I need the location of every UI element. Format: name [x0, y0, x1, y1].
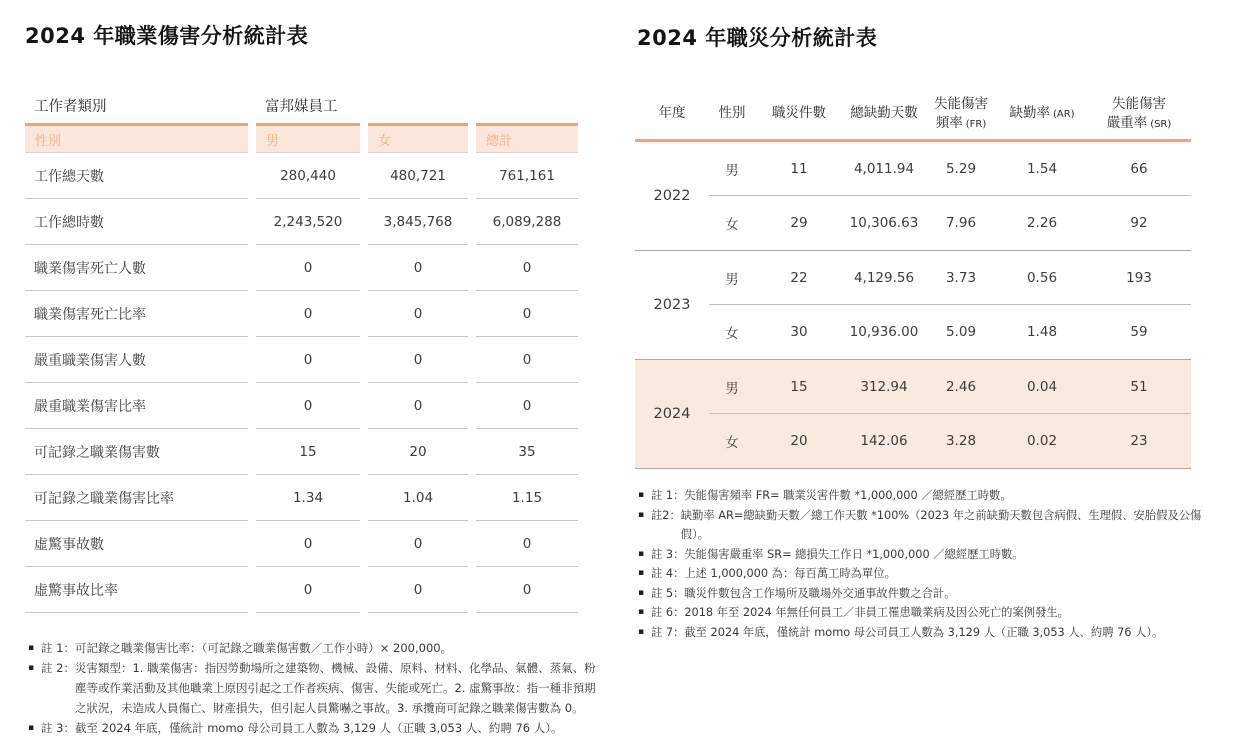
value-cell: 0.04	[997, 360, 1087, 414]
case-count-header: 職災件數	[755, 88, 843, 142]
footnote-label: 註 3：	[651, 547, 685, 561]
table-header-row	[635, 88, 1191, 142]
gender-cell: 女	[725, 435, 739, 451]
footnote	[638, 623, 1224, 643]
right-table-title: 2024 年職災分析統計表	[637, 26, 878, 50]
value-cell: 15	[755, 360, 843, 414]
gender-header: 性別	[709, 88, 755, 142]
sr-header: 失能傷害 嚴重率 (SR)	[1087, 88, 1191, 142]
year-cell: 2024	[653, 406, 691, 422]
footnote-label: 註 3：	[41, 721, 75, 735]
value-cell: 312.94	[843, 360, 925, 414]
footnote	[28, 638, 596, 658]
female-value: 20	[368, 429, 468, 475]
value-cell: 10,936.00	[849, 324, 919, 340]
male-value: 0	[256, 337, 360, 383]
footnote	[638, 506, 1224, 545]
year-group-2024	[635, 360, 1191, 469]
total-value: 35	[476, 429, 578, 475]
bullet-marker: ▪	[28, 643, 35, 653]
bullet-marker: ▪	[638, 490, 645, 500]
footnote-text: 失能傷害頻率 FR= 職業災害件數 *1,000,000 ／總經歷工時數。	[684, 489, 1012, 502]
footnote	[28, 658, 596, 718]
absence-days-header: 總缺勤天數	[843, 88, 925, 142]
value-cell: 20	[790, 433, 808, 449]
bullet-marker: ▪	[638, 587, 645, 598]
total-value: 0	[476, 567, 578, 613]
total-value: 0	[476, 337, 578, 383]
footnote-text: 災害類型：1. 職業傷害：指因勞動場所之建築物、機械、設備、原料、材料、化學品、氣體、蒸氣、粉塵等或作業活動及其他職業上原因引起之工作者疾病、傷害、失能或死亡。2. 虛驚事故：指一種非預期之狀況，未造成人員傷亡、財產損失，但引起人員驚嚇之事故。3. 承攬商可記錄之職業傷害數為 0。	[74, 661, 596, 715]
value-cell: 59	[1130, 324, 1148, 340]
footnote	[638, 545, 1224, 565]
footnote-text: 2018 年至 2024 年無任何員工／非員工罹患職業病及因公死亡的案例發生。	[684, 606, 1069, 619]
value-cell: 0.56	[997, 251, 1087, 305]
total-value: 6,089,288	[476, 199, 578, 245]
gender-cell: 男	[709, 251, 755, 305]
gender-cell: 男	[709, 360, 755, 414]
table-row	[25, 429, 580, 475]
injury-stats-table	[25, 88, 580, 613]
year-header: 年度	[635, 88, 709, 142]
row-label: 工作總天數	[25, 153, 248, 199]
female-header: 女	[368, 123, 468, 153]
table-subheader-row	[25, 123, 580, 153]
footnote-label: 註 7：	[651, 625, 685, 639]
total-value: 0	[476, 521, 578, 567]
male-value: 0	[256, 521, 360, 567]
value-cell: 10,306.63	[849, 215, 919, 231]
table-row	[25, 475, 580, 521]
row-label: 可記錄之職業傷害比率	[25, 475, 248, 521]
female-value: 0	[368, 291, 468, 337]
year-group-2023	[635, 251, 1191, 360]
table-row	[25, 521, 580, 567]
value-cell: 193	[1087, 251, 1191, 305]
footnote	[638, 584, 1224, 604]
footnote-text: 缺勤率 AR=總缺勤天數／總工作天數 *100%（2023 年之前缺勤天數包含病假、生理假、安胎假及公傷假）。	[680, 508, 1202, 541]
footnote-label: 註 6：	[651, 606, 685, 619]
male-value: 0	[256, 291, 360, 337]
footnote-label: 註 4：	[651, 567, 685, 580]
footnote-text: 失能傷害嚴重率 SR= 總損失工作日 *1,000,000 ／總經歷工時數。	[684, 547, 1024, 561]
female-value: 0	[368, 383, 468, 429]
footnote-label: 註2：	[651, 508, 681, 522]
total-header: 總計	[476, 123, 578, 153]
row-label: 工作總時數	[25, 199, 248, 245]
table-row	[25, 199, 580, 245]
year-cell: 2023	[653, 297, 691, 313]
total-value: 0	[476, 245, 578, 291]
value-cell: 0.02	[1026, 433, 1058, 449]
male-value: 0	[256, 245, 360, 291]
female-value: 0	[368, 245, 468, 291]
worker-category-header: 工作者類別	[34, 99, 107, 115]
footnote-text: 職災件數包含工作場所及職場外交通事故件數之合計。	[684, 586, 956, 600]
female-value: 1.04	[368, 475, 468, 521]
row-label: 嚴重職業傷害人數	[25, 337, 248, 383]
total-value: 761,161	[476, 153, 578, 199]
disaster-stats-table	[635, 88, 1191, 469]
year-group-2022	[635, 142, 1191, 251]
value-cell: 2.26	[1026, 215, 1058, 231]
footnote	[638, 486, 1224, 506]
bullet-marker: ▪	[638, 568, 645, 578]
bullet-marker: ▪	[638, 607, 645, 617]
bullet-marker: ▪	[28, 723, 35, 733]
bullet-marker: ▪	[638, 509, 645, 520]
footnote	[28, 718, 596, 738]
table-header-row	[25, 88, 580, 123]
female-value: 0	[368, 521, 468, 567]
footnote-label: 註 1：	[41, 641, 75, 655]
footnote-text: 上述 1,000,000 為：每百萬工時為單位。	[684, 567, 896, 580]
table-row	[25, 567, 580, 613]
value-cell: 3.28	[945, 433, 977, 449]
row-label: 虛驚事故比率	[25, 567, 248, 613]
bullet-marker: ▪	[28, 663, 35, 673]
footnote-text: 截至 2024 年底，僅統計 momo 母公司員工人數為 3,129 人（正職 3,053 人、約聘 76 人）。	[684, 625, 1164, 639]
gender-cell: 女	[725, 217, 739, 233]
total-value: 0	[476, 383, 578, 429]
table-row	[25, 245, 580, 291]
bullet-marker: ▪	[638, 548, 645, 559]
value-cell: 5.29	[925, 142, 997, 196]
value-cell: 51	[1087, 360, 1191, 414]
table-row	[25, 383, 580, 429]
value-cell: 1.48	[1026, 324, 1058, 340]
row-label: 可記錄之職業傷害數	[25, 429, 248, 475]
year-cell: 2022	[653, 188, 691, 204]
value-cell: 11	[755, 142, 843, 196]
table-row	[25, 153, 580, 199]
footnote	[638, 603, 1224, 623]
value-cell: 23	[1130, 433, 1148, 449]
value-cell: 1.54	[997, 142, 1087, 196]
value-cell: 142.06	[860, 433, 908, 449]
total-value: 1.15	[476, 475, 578, 521]
table-row	[25, 291, 580, 337]
row-label: 嚴重職業傷害比率	[25, 383, 248, 429]
value-cell: 2.46	[925, 360, 997, 414]
value-cell: 4,011.94	[843, 142, 925, 196]
ar-header: 缺勤率 (AR)	[997, 88, 1087, 142]
value-cell: 4,129.56	[843, 251, 925, 305]
footnote-text: 截至 2024 年底，僅統計 momo 母公司員工人數為 3,129 人（正職 3,053 人、約聘 76 人）。	[74, 721, 563, 735]
male-value: 15	[256, 429, 360, 475]
footnote-label: 註 2：	[41, 661, 75, 675]
row-label: 虛驚事故數	[25, 521, 248, 567]
fr-header: 失能傷害 頻率 (FR)	[925, 88, 997, 142]
right-footnotes	[638, 486, 1224, 642]
value-cell: 92	[1130, 215, 1148, 231]
value-cell: 30	[790, 324, 808, 340]
footnote-text: 可記錄之職業傷害比率：（可記錄之職業傷害數／工作小時）× 200,000。	[74, 641, 453, 655]
total-value: 0	[476, 291, 578, 337]
value-cell: 66	[1087, 142, 1191, 196]
male-value: 2,243,520	[256, 199, 360, 245]
footnote	[638, 564, 1224, 584]
value-cell: 3.73	[925, 251, 997, 305]
left-table-title: 2024 年職業傷害分析統計表	[25, 24, 309, 48]
gender-cell: 男	[709, 142, 755, 196]
row-label: 職業傷害死亡比率	[25, 291, 248, 337]
bullet-marker: ▪	[638, 626, 645, 637]
male-value: 0	[256, 567, 360, 613]
female-value: 480,721	[368, 153, 468, 199]
left-footnotes	[28, 638, 596, 738]
female-value: 0	[368, 337, 468, 383]
gender-cell: 女	[725, 326, 739, 342]
row-label: 職業傷害死亡人數	[25, 245, 248, 291]
employee-group-header: 富邦媒員工	[265, 99, 338, 115]
value-cell: 5.09	[945, 324, 977, 340]
male-value: 280,440	[256, 153, 360, 199]
female-value: 0	[368, 567, 468, 613]
value-cell: 22	[755, 251, 843, 305]
female-value: 3,845,768	[368, 199, 468, 245]
footnote-label: 註 1：	[651, 489, 685, 502]
male-value: 1.34	[256, 475, 360, 521]
value-cell: 7.96	[945, 215, 977, 231]
male-value: 0	[256, 383, 360, 429]
gender-header: 性別	[25, 123, 248, 153]
male-header: 男	[256, 123, 360, 153]
footnote-label: 註 5：	[651, 586, 685, 600]
value-cell: 29	[790, 215, 808, 231]
table-row	[25, 337, 580, 383]
